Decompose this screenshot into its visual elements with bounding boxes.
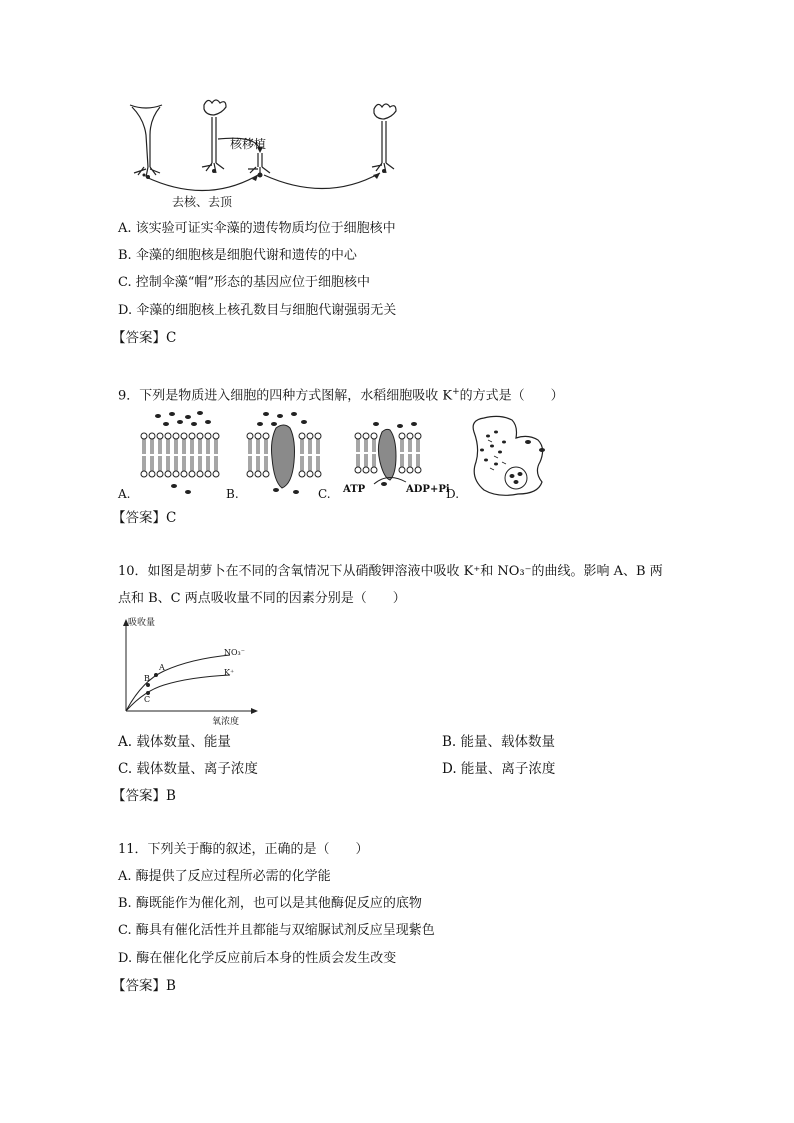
q9-answer: 【答案】C [112, 510, 177, 526]
q8-option-d: D. 伞藻的细胞核上核孔数目与细胞代谢强弱无关 [118, 303, 397, 318]
label-remove: 去核、去顶 [172, 195, 233, 209]
point-c-label: C [144, 695, 151, 704]
q8-answer: 【答案】C [112, 330, 177, 346]
point-a [154, 673, 158, 677]
chart-xlabel: 氧浓度 [212, 717, 240, 727]
series-k-curve [126, 675, 230, 711]
chart-ylabel: 吸收量 [128, 618, 156, 628]
q10-option-b: B. 能量、载体数量 [442, 734, 556, 750]
acetabularia-figure [126, 95, 416, 210]
q11-answer: 【答案】B [112, 978, 176, 994]
q10-option-d: D. 能量、离子浓度 [442, 761, 556, 777]
q10-stem-line2: 点和 B、C 两点吸收量不同的因素分别是（ ） [118, 591, 406, 606]
q11-option-a: A. 酶提供了反应过程所必需的化学能 [118, 869, 331, 884]
membrane-diagram-a [140, 410, 222, 498]
q11-stem: 11．下列关于酶的叙述，正确的是（ ） [118, 842, 369, 857]
endocytosis-diagram-d [466, 412, 550, 500]
q11-option-c: C. 酶具有催化活性并且都能与双缩脲试剂反应呈现紫色 [118, 923, 435, 938]
q9-stem: 9．下列是物质进入细胞的四种方式图解，水稻细胞吸收 K+的方式是（ ） [118, 387, 564, 404]
q8-option-a: A. 该实验可证实伞藻的遗传物质均位于细胞核中 [118, 221, 396, 236]
q11-option-b: B. 酶既能作为催化剂，也可以是其他酶促反应的底物 [118, 896, 422, 911]
absorption-chart [120, 615, 260, 725]
series-no3-curve [126, 655, 230, 711]
q8-option-c: C. 控制伞藻“帽”形态的基因应位于细胞核中 [118, 275, 371, 290]
q9-label-b: B. [226, 487, 239, 501]
q9-label-a: A. [118, 487, 131, 501]
membrane-diagram-c [354, 420, 430, 488]
q9-label-c: C. [318, 487, 331, 501]
label-transplant: 核移植 [230, 137, 267, 151]
q11-option-d: D. 酶在催化化学反应前后本身的性质会发生改变 [118, 951, 397, 966]
atp-label: ATP [343, 484, 366, 495]
q10-option-c: C. 载体数量、离子浓度 [118, 761, 258, 777]
q8-option-b: B. 伞藻的细胞核是细胞代谢和遗传的中心 [118, 248, 357, 263]
point-a-label: A [159, 663, 165, 672]
point-b-label: B [144, 674, 150, 683]
series-label-no3: NO₃⁻ [224, 648, 245, 657]
q10-stem-line1: 10．如图是胡萝卜在不同的含氧情况下从硝酸钾溶液中吸收 K⁺和 NO₃⁻的曲线。影响 A、B 两 [118, 564, 663, 579]
membrane-diagram-b [246, 410, 328, 498]
q9-label-d: D. [446, 487, 460, 501]
series-label-k: K⁺ [224, 668, 235, 677]
adp-pi-label: ADP+Pi [406, 484, 450, 495]
q10-option-a: A. 载体数量、能量 [118, 734, 231, 750]
q10-answer: 【答案】B [112, 788, 176, 804]
point-b [146, 683, 150, 687]
